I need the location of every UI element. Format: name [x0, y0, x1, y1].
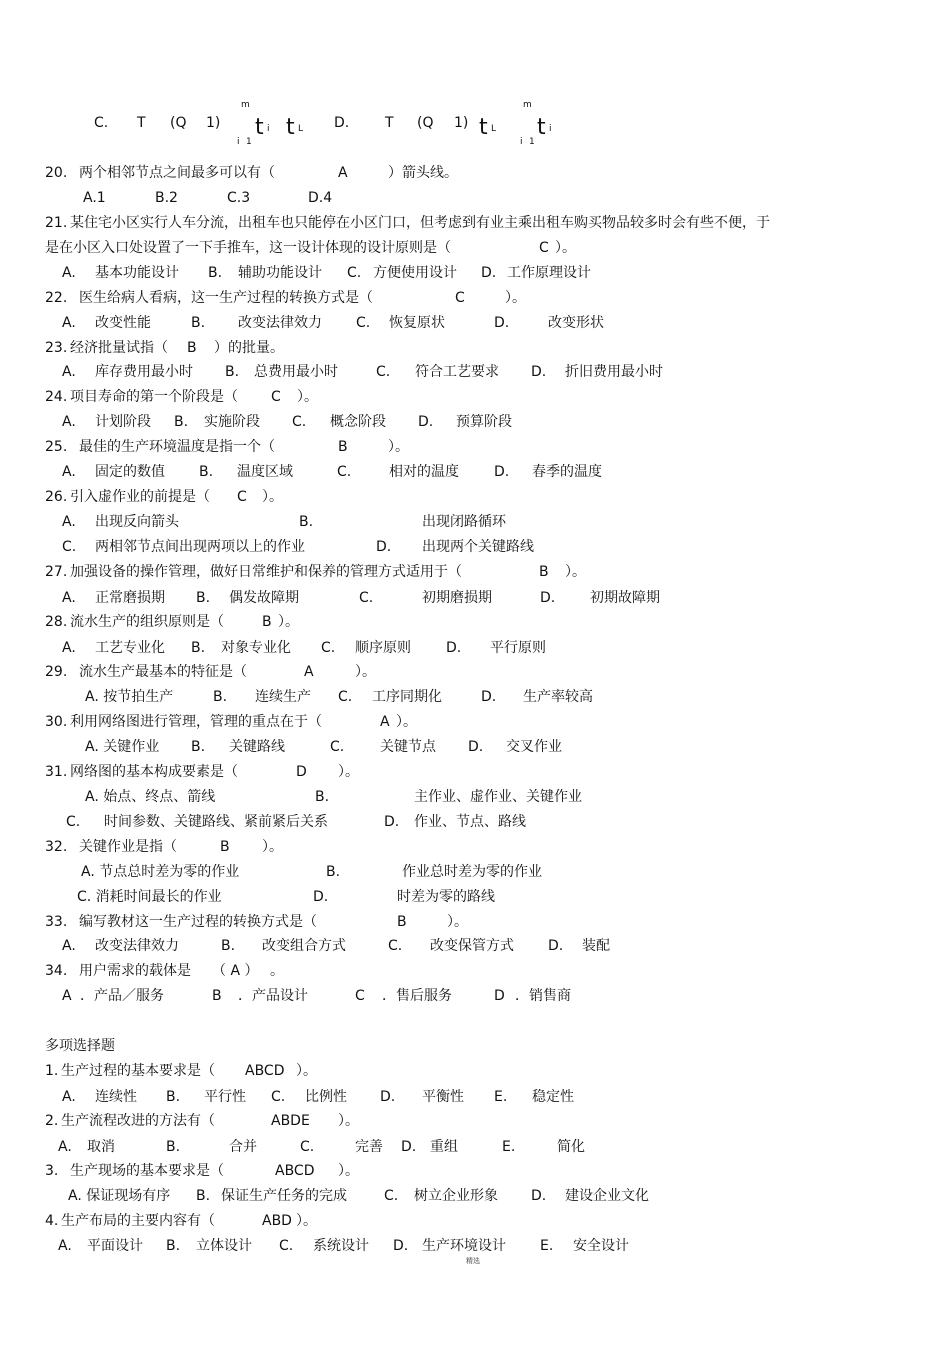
q-number: 2.: [45, 1113, 59, 1129]
opt: 出现两个关键路线: [422, 539, 534, 555]
q-answer: B: [397, 914, 407, 930]
opt: A. 节点总时差为零的作业: [81, 864, 240, 880]
q-text: 某住宅小区实行人车分流，出租车也只能停在小区门口，但考虑到有业主乘出租车购买物品较多时会有些不便，于: [70, 215, 770, 231]
q-number: 28.: [45, 614, 68, 630]
opt: 概念阶段: [330, 414, 386, 430]
opt: ．产品设计: [238, 988, 308, 1004]
opt: 改变保管方式: [430, 938, 514, 954]
opt: C.: [62, 539, 77, 555]
q-tail: ）。: [388, 439, 409, 455]
opt: E.: [540, 1238, 554, 1254]
q-tail: ）。: [262, 489, 283, 505]
opt: 建设企业文化: [565, 1188, 649, 1204]
opt: 装配: [582, 938, 610, 954]
opt: C.: [338, 689, 353, 705]
opt: 改变法律效力: [95, 938, 179, 954]
q-answer: B: [262, 614, 272, 630]
opt: 时间参数、关键路线、紧前紧后关系: [104, 814, 328, 830]
formula-d-one: 1): [454, 115, 469, 131]
opt: D.: [481, 265, 497, 281]
opt: D.: [446, 640, 462, 656]
q-answer: B: [187, 340, 197, 356]
opt: 两相邻节点间出现两项以上的作业: [95, 539, 305, 555]
opt: D.: [531, 364, 547, 380]
opt: 改变性能: [95, 315, 151, 331]
formula-c-T: T: [137, 115, 146, 131]
q-text: 引入虚作业的前提是（: [70, 489, 210, 505]
opt: 春季的温度: [532, 464, 602, 480]
opt: 初期故障期: [590, 590, 660, 606]
opt: A.: [62, 514, 76, 530]
q-tail: ）。: [338, 1163, 359, 1179]
q-tail: ）。: [505, 290, 526, 306]
formula-d-sub-i: i: [549, 124, 552, 134]
opt: 平面设计: [87, 1238, 143, 1254]
opt: E.: [494, 1089, 508, 1105]
opt: 系统设计: [313, 1238, 369, 1254]
q-number: 24.: [45, 389, 68, 405]
q-number: 29.: [45, 664, 68, 680]
opt: 工作原理设计: [507, 265, 591, 281]
opt: 符合工艺要求: [415, 364, 499, 380]
opt: B.: [196, 590, 211, 606]
opt: 温度区域: [237, 464, 293, 480]
opt: A. 始点、终点、箭线: [85, 789, 216, 805]
opt: B.: [174, 414, 189, 430]
opt: D.: [494, 464, 510, 480]
q-number: 22.: [45, 290, 68, 306]
opt: B.: [315, 789, 330, 805]
page-footer: 精选: [466, 1257, 480, 1265]
q-text: 加强设备的操作管理，做好日常维护和保养的管理方式适用于（: [70, 564, 462, 580]
opt: E.: [502, 1139, 516, 1155]
opt: 工艺专业化: [95, 640, 165, 656]
q-answer: A: [304, 664, 314, 680]
opt: C.: [321, 640, 336, 656]
q-text: 关键作业是指（: [79, 839, 177, 855]
opt: 改变组合方式: [262, 938, 346, 954]
opt: 辅助功能设计: [238, 265, 322, 281]
opt: 偶发故障期: [229, 590, 299, 606]
opt: D.: [313, 889, 329, 905]
opt: B.: [221, 938, 236, 954]
opt: D.: [393, 1238, 409, 1254]
section-title: 多项选择题: [45, 1038, 115, 1054]
q-answer: ABD: [262, 1213, 292, 1229]
q-number: 30.: [45, 714, 68, 730]
opt: 简化: [557, 1139, 585, 1155]
q-tail: ）。: [338, 764, 359, 780]
opt: 交叉作业: [506, 739, 562, 755]
q-answer: A: [380, 714, 390, 730]
opt: 顺序原则: [355, 640, 411, 656]
opt: C.: [330, 739, 345, 755]
q-answer: （ A ）: [212, 963, 259, 979]
opt: 基本功能设计: [95, 265, 179, 281]
opt: D.: [376, 539, 392, 555]
opt: D.: [401, 1139, 417, 1155]
formula-c-label: C.: [94, 115, 109, 131]
formula-c-sub-L: L: [298, 124, 304, 134]
opt: A.1: [83, 190, 106, 206]
formula-d-T: T: [385, 115, 394, 131]
q-text: 编写教材这一生产过程的转换方式是（: [79, 914, 317, 930]
q-answer: ABDE: [271, 1113, 310, 1129]
q-number: 23.: [45, 340, 68, 356]
q-tail: ）。: [338, 1113, 359, 1129]
formula-c-sum-top: m: [241, 100, 250, 110]
opt: B.: [166, 1139, 181, 1155]
opt: B.: [191, 640, 206, 656]
q-number: 1.: [45, 1063, 59, 1079]
opt: A.: [62, 464, 76, 480]
opt: A. 关键作业: [85, 739, 160, 755]
q-answer: C: [539, 240, 549, 256]
opt: B.: [196, 1188, 211, 1204]
opt: A.: [62, 265, 76, 281]
opt: D.: [384, 814, 400, 830]
q-number: 34.: [45, 963, 68, 979]
q-text: 生产过程的基本要求是（: [61, 1063, 215, 1079]
opt: 出现反向箭头: [95, 514, 179, 530]
formula-d-Q: (Q: [417, 115, 434, 131]
q-text: 项目寿命的第一个阶段是（: [70, 389, 238, 405]
q-tail: ）。: [278, 614, 299, 630]
opt: C.: [376, 364, 391, 380]
opt: C.: [271, 1089, 286, 1105]
opt: 固定的数值: [95, 464, 165, 480]
q-number: 27.: [45, 564, 68, 580]
opt: 连续生产: [255, 689, 311, 705]
q-tail: ）。: [447, 914, 468, 930]
q-text-2: 是在小区入口处设置了一下手推车，这一设计体现的设计原则是（: [45, 240, 451, 256]
q-answer: B: [338, 439, 348, 455]
opt: C.: [384, 1188, 399, 1204]
opt: D.: [380, 1089, 396, 1105]
opt: B.: [225, 364, 240, 380]
q-answer: C: [455, 290, 465, 306]
opt: C.: [347, 265, 362, 281]
opt: 作业总时差为零的作业: [402, 864, 542, 880]
opt: A.: [62, 590, 76, 606]
opt: B.: [213, 689, 228, 705]
q-text: 生产现场的基本要求是（: [70, 1163, 224, 1179]
opt: C.: [292, 414, 307, 430]
opt: 比例性: [305, 1089, 347, 1105]
formula-c-t2: t: [286, 115, 295, 140]
formula-d-sum-i: i: [520, 137, 523, 147]
q-number: 3.: [45, 1163, 59, 1179]
opt: C: [355, 988, 365, 1004]
opt: 保证生产任务的完成: [221, 1188, 347, 1204]
opt: B: [212, 988, 222, 1004]
opt: 关键路线: [229, 739, 285, 755]
opt: C.: [279, 1238, 294, 1254]
opt: C.3: [227, 190, 251, 206]
opt: 平衡性: [422, 1089, 464, 1105]
opt: A.: [62, 640, 76, 656]
q-text: 流水生产的组织原则是（: [70, 614, 224, 630]
opt: A.: [62, 414, 76, 430]
opt: 平行性: [204, 1089, 246, 1105]
opt: 立体设计: [196, 1238, 252, 1254]
opt: 作业、节点、路线: [414, 814, 526, 830]
q-text: 最佳的生产环境温度是指一个（: [79, 439, 275, 455]
q-answer: ABCD: [275, 1163, 315, 1179]
opt: B.: [199, 464, 214, 480]
q-text: 经济批量试指（: [70, 340, 168, 356]
opt: 出现闭路循环: [422, 514, 506, 530]
opt: A: [62, 988, 72, 1004]
q-tail: 。: [270, 963, 284, 979]
q-text: 利用网络图进行管理，管理的重点在于（: [70, 714, 322, 730]
q-number: 4.: [45, 1213, 59, 1229]
q-tail: ）。: [262, 839, 283, 855]
opt: 预算阶段: [456, 414, 512, 430]
formula-c-sub-i: i: [267, 124, 270, 134]
opt: C. 消耗时间最长的作业: [77, 889, 222, 905]
opt: B.: [299, 514, 314, 530]
q-tail: ）的批量。: [214, 340, 284, 356]
opt: A.: [62, 315, 76, 331]
q-text: 网络图的基本构成要素是（: [70, 764, 238, 780]
q-tail: ）。: [565, 564, 586, 580]
formula-d-t1: t: [479, 115, 488, 140]
opt: D.: [468, 739, 484, 755]
opt: D.: [548, 938, 564, 954]
q-text: 用户需求的载体是: [79, 963, 191, 979]
q-answer: A: [338, 165, 348, 181]
q-text: 医生给病人看病，这一生产过程的转换方式是（: [79, 290, 373, 306]
opt: B.: [208, 265, 223, 281]
opt: 稳定性: [532, 1089, 574, 1105]
q-text: 两个相邻节点之间最多可以有（: [79, 165, 275, 181]
opt: B.: [191, 739, 206, 755]
opt: A.: [58, 1139, 72, 1155]
formula-d-sub-L: L: [491, 124, 497, 134]
opt: 实施阶段: [204, 414, 260, 430]
q-number: 26.: [45, 489, 68, 505]
opt: 时差为零的路线: [397, 889, 495, 905]
opt: B.: [166, 1238, 181, 1254]
opt: 改变形状: [548, 315, 604, 331]
opt: 平行原则: [490, 640, 546, 656]
opt: B.: [166, 1089, 181, 1105]
opt: D.: [494, 315, 510, 331]
opt: 正常磨损期: [95, 590, 165, 606]
opt: D.: [418, 414, 434, 430]
formula-c-sum-1: 1: [246, 137, 252, 147]
opt: B.: [191, 315, 206, 331]
formula-d-sum-top: m: [523, 100, 532, 110]
opt: 完善: [355, 1139, 383, 1155]
opt: 合并: [229, 1139, 257, 1155]
formula-d-sum-1: 1: [529, 137, 535, 147]
q-tail: ）。: [396, 714, 417, 730]
opt: 生产环境设计: [422, 1238, 506, 1254]
q-tail: ）。: [555, 240, 576, 256]
opt: D: [494, 988, 505, 1004]
formula-d-label: D.: [334, 115, 350, 131]
opt: D.: [531, 1188, 547, 1204]
q-answer: ABCD: [245, 1063, 285, 1079]
opt: 库存费用最小时: [95, 364, 193, 380]
opt: 关键节点: [380, 739, 436, 755]
opt: D.4: [308, 190, 333, 206]
opt: 工序同期化: [372, 689, 442, 705]
opt: 总费用最小时: [254, 364, 338, 380]
q-tail: ）箭头线。: [388, 165, 458, 181]
q-text: 流水生产最基本的特征是（: [79, 664, 247, 680]
opt: ．销售商: [515, 988, 571, 1004]
opt: A.: [62, 938, 76, 954]
q-number: 33.: [45, 914, 68, 930]
opt: C.: [66, 814, 81, 830]
opt: 主作业、虚作业、关键作业: [414, 789, 582, 805]
opt: C.: [300, 1139, 315, 1155]
q-text: 生产流程改进的方法有（: [61, 1113, 215, 1129]
opt: D.: [540, 590, 556, 606]
opt: 折旧费用最小时: [565, 364, 663, 380]
opt: ．产品／服务: [80, 988, 164, 1004]
q-answer: D: [296, 764, 307, 780]
opt: 对象专业化: [221, 640, 291, 656]
formula-c-sum-i: i: [237, 137, 240, 147]
q-number: 21.: [45, 215, 68, 231]
q-answer: C: [271, 389, 281, 405]
q-answer: B: [539, 564, 549, 580]
opt: 安全设计: [573, 1238, 629, 1254]
opt: 恢复原状: [389, 315, 445, 331]
opt: A.: [62, 1089, 76, 1105]
formula-c-t1: t: [255, 115, 264, 140]
q-number: 32.: [45, 839, 68, 855]
opt: 相对的温度: [389, 464, 459, 480]
opt: C.: [359, 590, 374, 606]
opt: A.: [58, 1238, 72, 1254]
q-number: 20.: [45, 165, 68, 181]
opt: 树立企业形象: [414, 1188, 498, 1204]
opt: 计划阶段: [95, 414, 151, 430]
opt: D.: [481, 689, 497, 705]
formula-c-Q: (Q: [170, 115, 187, 131]
opt: A.: [62, 364, 76, 380]
opt: 重组: [430, 1139, 458, 1155]
q-number: 31.: [45, 764, 68, 780]
opt: 取消: [87, 1139, 115, 1155]
opt: 生产率较高: [523, 689, 593, 705]
opt: A. 保证现场有序: [68, 1188, 171, 1204]
opt: ．售后服务: [382, 988, 452, 1004]
q-answer: B: [220, 839, 230, 855]
q-text: 生产布局的主要内容有（: [61, 1213, 215, 1229]
opt: A. 按节拍生产: [85, 689, 174, 705]
formula-d-t2: t: [537, 115, 546, 140]
q-tail: ）。: [296, 1063, 317, 1079]
q-tail: ）。: [296, 1213, 317, 1229]
opt: 连续性: [95, 1089, 137, 1105]
formula-c-one: 1): [206, 115, 221, 131]
opt: B.: [326, 864, 341, 880]
q-answer: C: [237, 489, 247, 505]
opt: C.: [388, 938, 403, 954]
q-tail: ）。: [297, 389, 318, 405]
opt: C.: [337, 464, 352, 480]
opt: C.: [356, 315, 371, 331]
q-number: 25.: [45, 439, 68, 455]
q-tail: ）。: [355, 664, 376, 680]
opt: 改变法律效力: [238, 315, 322, 331]
opt: 初期磨损期: [422, 590, 492, 606]
opt: 方便使用设计: [373, 265, 457, 281]
opt: B.2: [155, 190, 178, 206]
